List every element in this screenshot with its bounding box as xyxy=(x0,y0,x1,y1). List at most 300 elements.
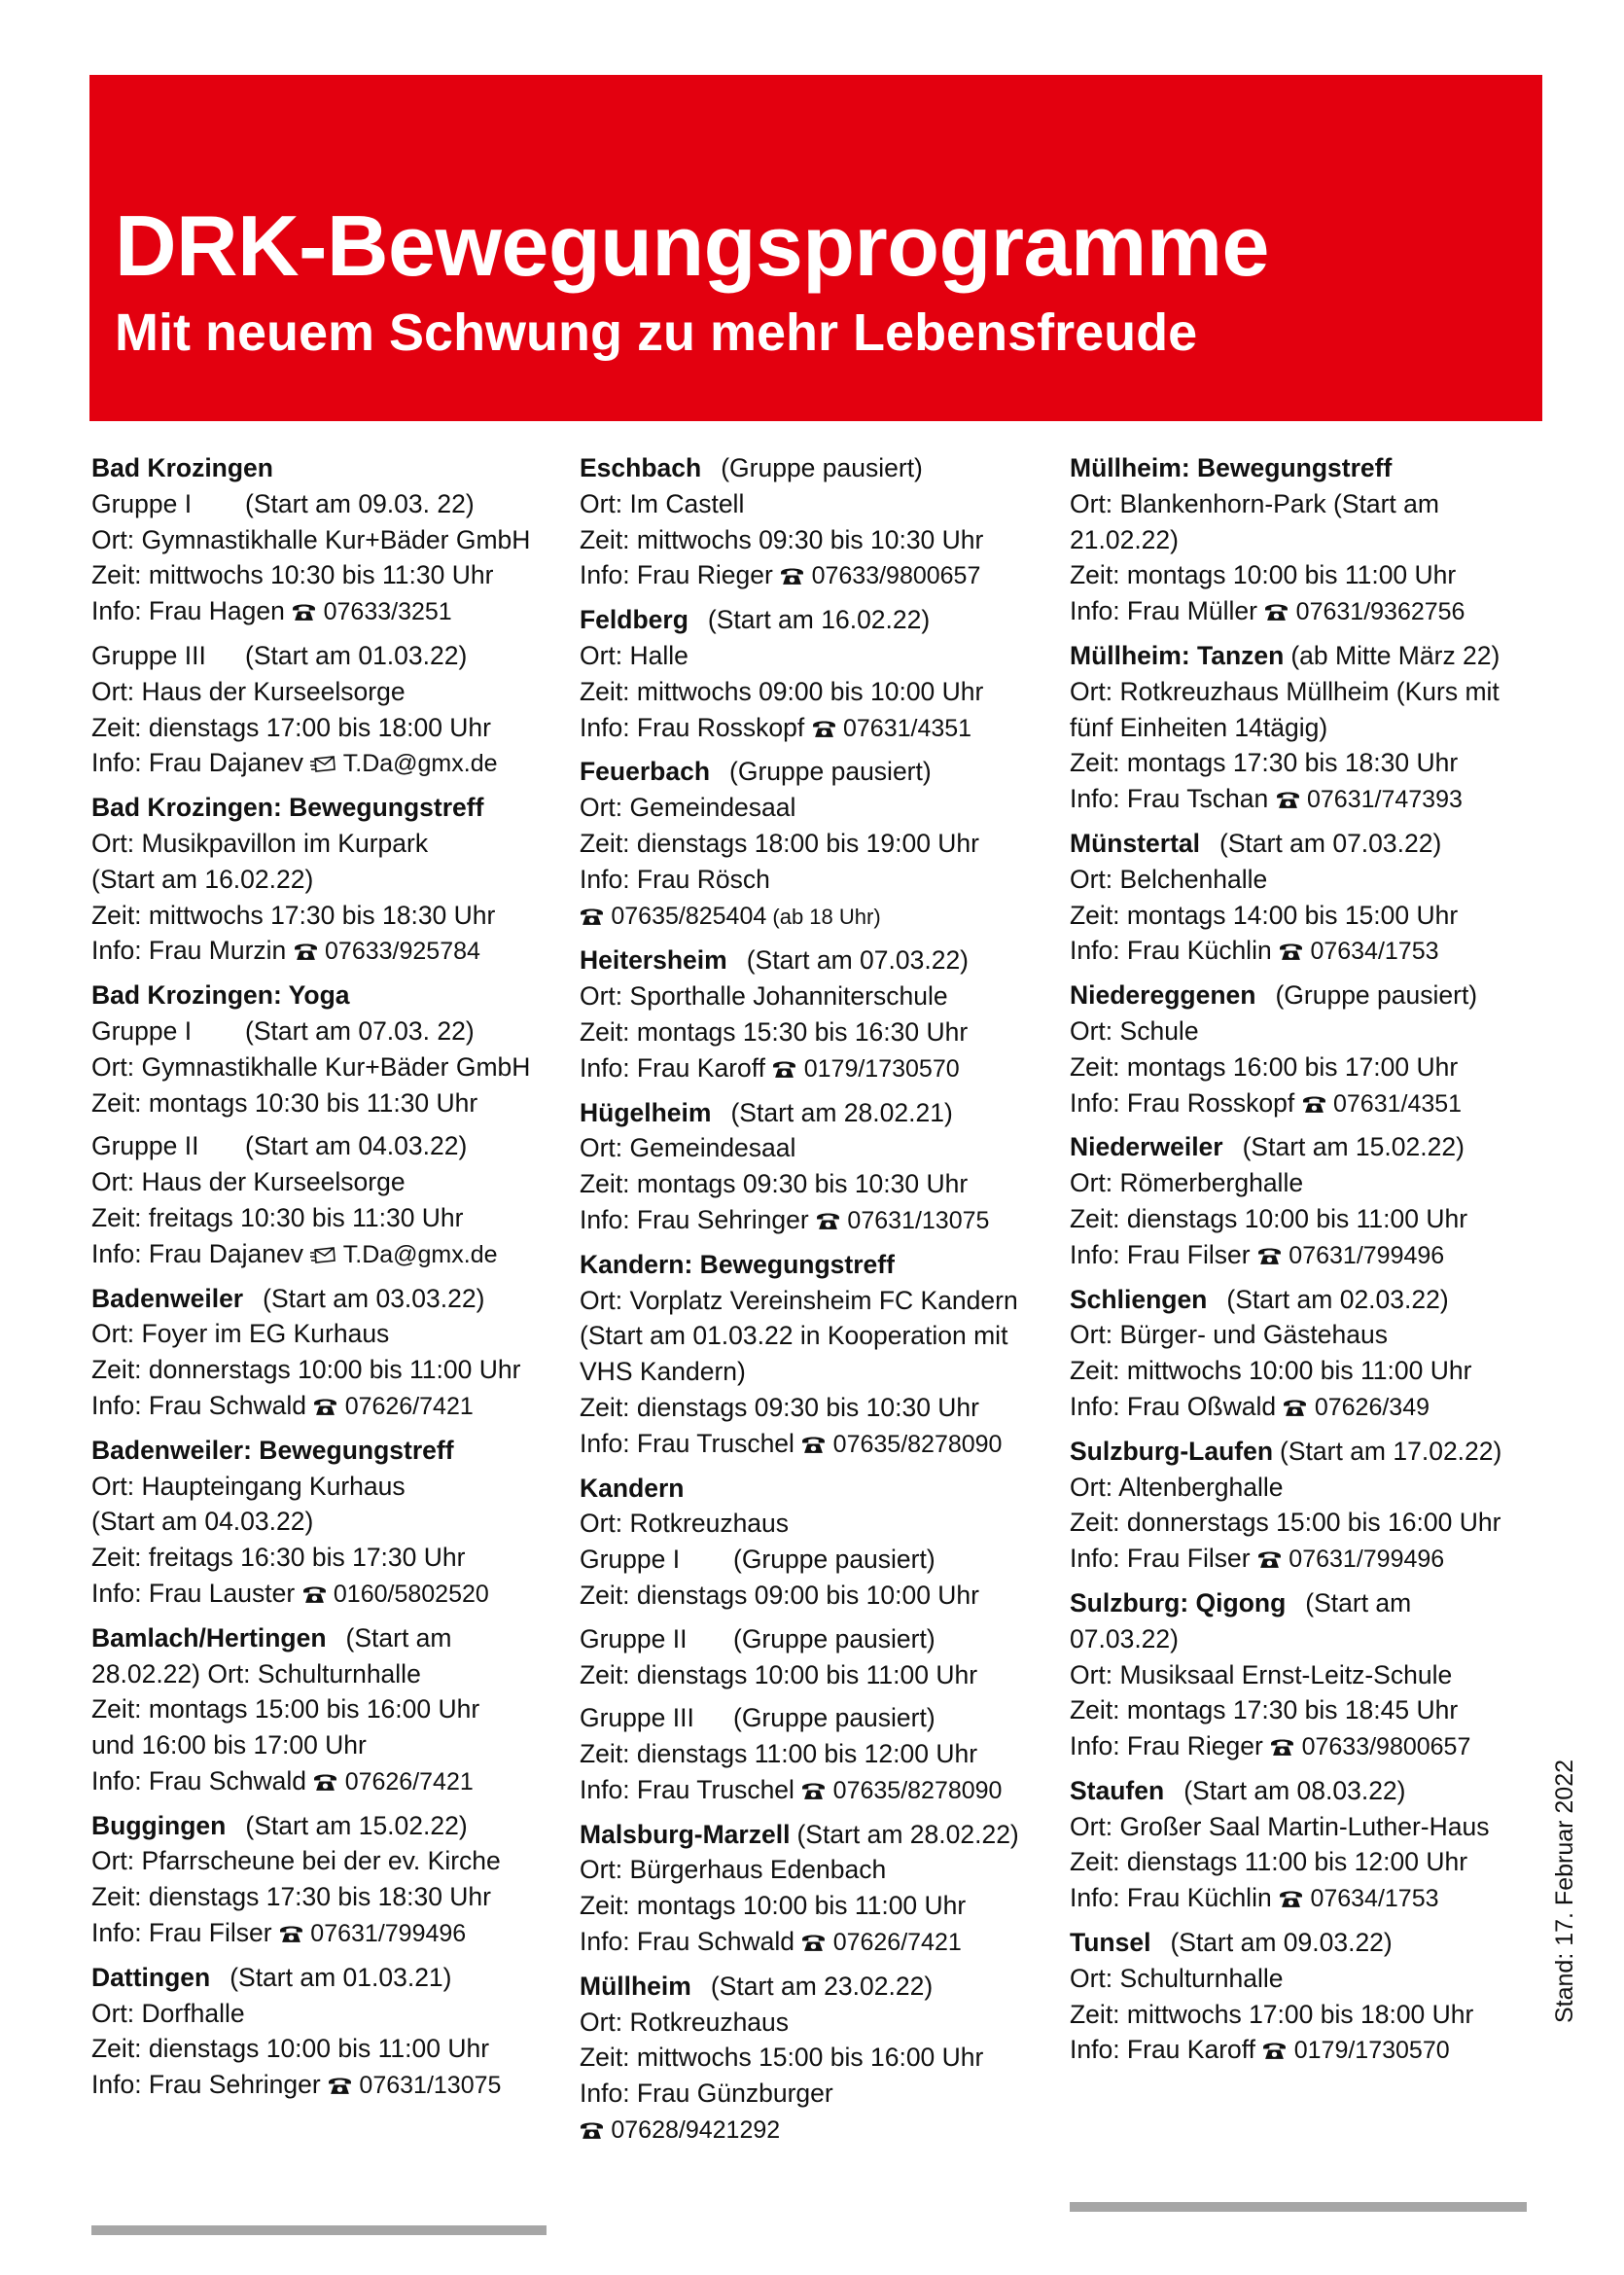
start-note: (Start am 15.02.22) xyxy=(1242,1132,1465,1162)
detail-text: Info: Frau Karoff xyxy=(1070,2035,1263,2065)
detail-line xyxy=(1070,1201,1556,1237)
divider-bar-right xyxy=(1070,2202,1527,2212)
detail-text: Zeit: montags 09:30 bis 10:30 Uhr xyxy=(580,1169,969,1199)
detail-line xyxy=(91,2031,568,2067)
phone-number: 07635/8278090 xyxy=(832,1776,1003,1804)
divider-bar-left xyxy=(91,2225,547,2235)
location-name: Kandern xyxy=(580,1473,685,1503)
program-entry xyxy=(1070,1925,1556,2069)
detail-line xyxy=(91,1691,568,1727)
detail-line xyxy=(1070,557,1556,593)
detail-text: Info: Frau Tschan xyxy=(1070,784,1276,814)
detail-text: Info: Frau Sehringer xyxy=(91,2070,329,2100)
detail-text: Zeit: donnerstags 10:00 bis 11:00 Uhr xyxy=(91,1355,521,1385)
program-entry xyxy=(580,1095,1061,1239)
phone-number: 07634/1753 xyxy=(1310,938,1439,966)
detail-line xyxy=(1070,522,1556,558)
phone-number: 07626/7421 xyxy=(344,1767,474,1795)
detail-text: (Start am 01.03.22 in Kooperation mit xyxy=(580,1321,1008,1351)
program-entry xyxy=(1070,1282,1556,1426)
group-start: (Start am 09.03. 22) xyxy=(245,488,475,518)
entry-header xyxy=(580,1095,1061,1131)
phone-number: 07631/799496 xyxy=(310,1920,467,1948)
detail-text: Zeit: montags 16:00 bis 17:00 Uhr xyxy=(1070,1051,1459,1082)
location-name: Kandern: Bewegungstreff xyxy=(580,1249,895,1279)
location-name: Buggingen xyxy=(91,1810,227,1840)
detail-line xyxy=(580,522,1061,558)
detail-text: Ort: Bürger- und Gästehaus xyxy=(1070,1320,1388,1350)
detail-line xyxy=(1070,1809,1556,1845)
detail-text: und 16:00 bis 17:00 Uhr xyxy=(91,1730,367,1760)
location-name: Staufen xyxy=(1070,1775,1165,1805)
program-entry xyxy=(91,790,568,970)
detail-text: Zeit: dienstags 09:00 bis 10:00 Uhr xyxy=(580,1580,979,1610)
phone-icon xyxy=(313,1396,337,1416)
phone-number: 07631/4351 xyxy=(1332,1089,1463,1118)
email-address: T.Da@gmx.de xyxy=(342,750,498,778)
detail-text: Ort: Haus der Kurseelsorge xyxy=(91,676,406,706)
phone-number: 0160/5802520 xyxy=(333,1580,489,1608)
detail-line xyxy=(91,1576,568,1613)
detail-line xyxy=(580,1506,1061,1542)
program-entry xyxy=(91,1620,568,1800)
detail-text: Info: Frau Lauster xyxy=(91,1578,302,1608)
detail-text: Info: Frau Rosskopf xyxy=(1070,1087,1302,1118)
detail-text: Info: Frau Murzin xyxy=(91,936,294,966)
detail-text: Info: Frau Oßwald xyxy=(1070,1391,1284,1421)
detail-line xyxy=(580,1130,1061,1166)
detail-text: Ort: Schulturnhalle xyxy=(1070,1963,1284,1993)
location-name: Bad Krozingen: Bewegungstreff xyxy=(91,793,484,823)
phone-icon xyxy=(1262,2040,1287,2060)
phone-icon xyxy=(1257,1548,1282,1569)
program-entry xyxy=(580,1247,1061,1463)
group-label: Gruppe III xyxy=(580,1703,694,1733)
entry-header xyxy=(1070,826,1556,862)
detail-text: Ort: Gemeindesaal xyxy=(580,1133,796,1163)
detail-text: Ort: Blankenhorn-Park (Start am xyxy=(1070,488,1439,518)
detail-text: Zeit: dienstags 17:00 bis 18:00 Uhr xyxy=(91,712,491,742)
detail-text: Ort: Haupteingang Kurhaus xyxy=(91,1471,406,1501)
location-name: Sulzburg-Laufen xyxy=(1070,1436,1274,1466)
program-entry xyxy=(91,1808,568,1952)
phone-icon xyxy=(292,601,316,622)
phone-note: (ab 18 Uhr) xyxy=(766,904,881,929)
start-note: (Start am 01.03.21) xyxy=(229,1962,452,1992)
program-entry xyxy=(1070,638,1556,818)
group-label: Gruppe I xyxy=(91,1015,193,1046)
page-subtitle: Mit neuem Schwung zu mehr Lebensfreude xyxy=(115,303,1198,362)
entry-header xyxy=(580,450,1061,486)
page-title: DRK-Bewegungsprogramme xyxy=(115,197,1269,294)
phone-icon xyxy=(580,906,604,926)
detail-text: Zeit: freitags 16:30 bis 17:30 Uhr xyxy=(91,1543,466,1573)
detail-text: Info: Frau Sehringer xyxy=(580,1204,817,1234)
phone-icon xyxy=(279,1923,303,1943)
detail-line xyxy=(1070,1657,1556,1693)
detail-line xyxy=(580,978,1061,1014)
detail-text: Ort: Haus der Kurseelsorge xyxy=(91,1167,406,1197)
detail-text: Info: Frau Karoff xyxy=(580,1052,773,1083)
detail-text: Info: Frau Dajanev xyxy=(91,1238,311,1268)
phone-number: 07634/1753 xyxy=(1310,1885,1439,1913)
phone-icon xyxy=(294,941,318,961)
detail-text: Info: Frau Filser xyxy=(1070,1544,1257,1574)
phone-icon xyxy=(1279,941,1303,961)
start-note: (Start am 28.02.21) xyxy=(730,1097,953,1127)
phone-icon xyxy=(801,1434,826,1454)
detail-text: Ort: Gymnastikhalle Kur+Bäder GmbH xyxy=(91,1051,531,1082)
entry-header xyxy=(580,942,1061,978)
detail-line xyxy=(1070,1728,1556,1765)
location-name: Niedereggenen xyxy=(1070,980,1256,1011)
phone-number: 07633/9800657 xyxy=(1301,1733,1471,1761)
detail-text: Zeit: montags 10:00 bis 11:00 Uhr xyxy=(1070,560,1457,590)
email-address: T.Da@gmx.de xyxy=(342,1240,498,1268)
detail-text: Ort: Rotkreuzhaus xyxy=(580,1509,790,1539)
detail-line xyxy=(580,638,1061,674)
group-line xyxy=(91,1128,568,1164)
program-entry xyxy=(91,1433,568,1613)
location-name: Malsburg-Marzell xyxy=(580,1819,791,1849)
phone-number: 07626/7421 xyxy=(832,1929,962,1957)
detail-line xyxy=(580,557,1061,594)
entry-header xyxy=(1070,1282,1556,1318)
program-entry xyxy=(580,1817,1061,1961)
detail-text: Ort: Im Castell xyxy=(580,488,745,518)
detail-line xyxy=(1070,1880,1556,1917)
program-entry xyxy=(580,602,1061,746)
program-entry xyxy=(1070,1434,1556,1578)
detail-text: (Start am 16.02.22) xyxy=(91,864,314,894)
entry-header xyxy=(91,790,568,826)
start-note: (Start am 02.03.22) xyxy=(1226,1284,1449,1314)
detail-line xyxy=(580,1924,1061,1961)
detail-text: Info: Frau Rosskopf xyxy=(580,712,812,742)
detail-text: Ort: Großer Saal Martin-Luther-Haus xyxy=(1070,1811,1490,1841)
phone-number: 07628/9421292 xyxy=(611,2116,781,2145)
entry-header xyxy=(91,1808,568,1844)
detail-text: Ort: Musikpavillon im Kurpark xyxy=(91,828,429,858)
detail-line xyxy=(91,1879,568,1915)
detail-line xyxy=(91,1236,568,1273)
entry-header xyxy=(580,1817,1061,1853)
location-name: Bad Krozingen: Yoga xyxy=(91,980,350,1011)
phone-number: 07633/3251 xyxy=(323,598,452,626)
detail-line xyxy=(91,1388,568,1425)
detail-text: Zeit: freitags 10:30 bis 11:30 Uhr xyxy=(91,1202,464,1232)
column-1 xyxy=(91,450,568,2112)
phone-icon xyxy=(801,1780,826,1800)
detail-line xyxy=(91,1915,568,1952)
detail-line xyxy=(580,1736,1061,1772)
detail-line xyxy=(1070,898,1556,934)
phone-number: 07631/13075 xyxy=(847,1206,990,1234)
detail-line xyxy=(580,1852,1061,1888)
detail-line xyxy=(580,826,1061,862)
entry-header xyxy=(580,1247,1061,1283)
detail-text: Info: Frau Truschel xyxy=(580,1774,802,1804)
phone-icon xyxy=(313,1771,337,1792)
detail-line xyxy=(91,2067,568,2104)
phone-icon xyxy=(801,1932,826,1952)
detail-line xyxy=(1070,1505,1556,1541)
detail-text: Ort: Belchenhalle xyxy=(1070,864,1268,894)
start-note: (Gruppe pausiert) xyxy=(729,757,932,787)
detail-line xyxy=(580,1050,1061,1087)
detail-text: Ort: Foyer im EG Kurhaus xyxy=(91,1319,390,1349)
detail-text: Zeit: montags 15:00 bis 16:00 Uhr xyxy=(91,1694,480,1724)
program-entry xyxy=(580,1969,1061,2149)
entry-header xyxy=(1070,638,1556,674)
detail-line xyxy=(91,710,568,746)
detail-text: Ort: Römerberghalle xyxy=(1070,1168,1304,1198)
email-icon xyxy=(310,754,335,773)
entry-header xyxy=(580,754,1061,790)
start-note: (Start am 17.02.22) xyxy=(1280,1436,1502,1466)
entry-header xyxy=(1070,1129,1556,1165)
detail-text: Zeit: mittwochs 17:30 bis 18:30 Uhr xyxy=(91,900,496,930)
detail-line xyxy=(1070,674,1556,710)
detail-text: Ort: Sporthalle Johanniterschule xyxy=(580,981,948,1012)
group-start: (Gruppe pausiert) xyxy=(733,1703,936,1733)
detail-line xyxy=(91,1504,568,1540)
detail-text: Ort: Altenberghalle xyxy=(1070,1472,1284,1502)
location-name: Feldberg xyxy=(580,605,688,635)
detail-line xyxy=(91,522,568,558)
group-label: Gruppe II xyxy=(91,1131,199,1161)
detail-line xyxy=(1070,1317,1556,1353)
location-name: Feuerbach xyxy=(580,757,711,787)
detail-text: Ort: Rotkreuzhaus Müllheim (Kurs mit xyxy=(1070,676,1500,706)
phone-number: 07631/4351 xyxy=(842,714,972,742)
entry-header xyxy=(91,450,568,486)
program-entry xyxy=(1070,1773,1556,1917)
detail-text: Zeit: mittwochs 10:30 bis 11:30 Uhr xyxy=(91,560,494,590)
detail-line xyxy=(580,1772,1061,1809)
program-entry xyxy=(1070,1129,1556,1273)
start-note: (Start am 16.02.22) xyxy=(707,605,931,635)
program-entry xyxy=(580,450,1061,594)
detail-text: Zeit: montags 14:00 bis 15:00 Uhr xyxy=(1070,900,1459,930)
detail-line xyxy=(91,1085,568,1121)
phone-icon xyxy=(1264,601,1289,622)
detail-line xyxy=(1070,1165,1556,1201)
detail-line xyxy=(1070,593,1556,630)
detail-line xyxy=(1070,862,1556,898)
phone-icon xyxy=(812,718,836,738)
detail-line xyxy=(580,2005,1061,2041)
detail-line xyxy=(91,1656,568,1692)
detail-text: Zeit: montags 15:30 bis 16:30 Uhr xyxy=(580,1016,969,1047)
detail-text: VHS Kandern) xyxy=(580,1357,746,1387)
detail-line xyxy=(1070,781,1556,818)
detail-text: Info: Frau Schwald xyxy=(91,1765,314,1795)
detail-line xyxy=(91,1469,568,1505)
detail-line xyxy=(91,1996,568,2032)
phone-number: 07635/825404 xyxy=(611,902,767,930)
detail-line xyxy=(91,1049,568,1085)
detail-line xyxy=(1070,710,1556,746)
detail-line xyxy=(91,1540,568,1576)
phone-icon xyxy=(1257,1245,1282,1265)
phone-number: 07631/799496 xyxy=(1289,1241,1445,1269)
group-label: Gruppe II xyxy=(580,1623,688,1653)
detail-line xyxy=(580,1354,1061,1390)
detail-line xyxy=(91,898,568,934)
phone-icon xyxy=(1283,1397,1307,1417)
start-note: (Gruppe pausiert) xyxy=(721,453,923,482)
detail-line xyxy=(1070,1844,1556,1880)
group-start: (Gruppe pausiert) xyxy=(733,1623,936,1653)
entry-header xyxy=(91,1620,568,1656)
start-note: (Start am 23.02.22) xyxy=(710,1971,934,2001)
detail-text: Ort: Rotkreuzhaus xyxy=(580,2007,790,2037)
detail-line xyxy=(91,1164,568,1200)
group-line xyxy=(580,1700,1061,1736)
phone-number: 07626/7421 xyxy=(344,1392,474,1420)
detail-line xyxy=(580,1657,1061,1693)
detail-line xyxy=(1070,2032,1556,2069)
phone-number: 07631/799496 xyxy=(1289,1546,1445,1574)
location-name: Bad Krozingen xyxy=(91,453,273,482)
detail-line xyxy=(91,557,568,593)
detail-text: 07.03.22) xyxy=(1070,1623,1179,1653)
start-note: (Start am xyxy=(1305,1587,1412,1617)
location-name: Münstertal xyxy=(1070,828,1200,858)
program-entry xyxy=(1070,1585,1556,1765)
phone-icon xyxy=(1276,789,1300,809)
detail-text: Zeit: montags 10:00 bis 11:00 Uhr xyxy=(580,1891,967,1921)
detail-text: Info: Frau Rieger xyxy=(1070,1731,1271,1761)
program-entry xyxy=(1070,450,1556,630)
location-name: Niederweiler xyxy=(1070,1132,1223,1162)
detail-text: Info: Frau Dajanev xyxy=(91,748,311,778)
program-entry xyxy=(1070,826,1556,970)
phone-number: 07635/8278090 xyxy=(832,1430,1003,1458)
phone-icon xyxy=(780,565,804,586)
phone-icon xyxy=(328,2075,352,2095)
program-entry xyxy=(1070,978,1556,1121)
detail-line xyxy=(91,1763,568,1800)
detail-text: Ort: Dorfhalle xyxy=(91,1998,245,2028)
entry-header xyxy=(91,1433,568,1469)
start-note: (Start am 09.03.22) xyxy=(1170,1928,1393,1958)
start-note: (Start am 08.03.22) xyxy=(1183,1775,1406,1805)
detail-line xyxy=(1070,1013,1556,1049)
location-name: Müllheim xyxy=(580,1971,691,2001)
location-name: Heitersheim xyxy=(580,945,727,976)
phone-icon xyxy=(302,1583,327,1604)
group-line xyxy=(91,486,568,522)
detail-line xyxy=(91,593,568,630)
entry-header xyxy=(580,1969,1061,2005)
group-line xyxy=(580,1542,1061,1578)
entry-header xyxy=(1070,1434,1556,1470)
phone-number: 07633/9800657 xyxy=(811,562,981,590)
detail-text: Zeit: dienstags 11:00 bis 12:00 Uhr xyxy=(1070,1847,1468,1877)
detail-line xyxy=(580,790,1061,826)
detail-line xyxy=(91,1352,568,1388)
location-name: Dattingen xyxy=(91,1962,211,1992)
detail-text: Zeit: mittwochs 10:00 bis 11:00 Uhr xyxy=(1070,1356,1472,1386)
phone-icon xyxy=(772,1058,796,1079)
phone-number: 07631/13075 xyxy=(359,2072,502,2100)
location-name: Badenweiler xyxy=(91,1283,244,1313)
detail-line xyxy=(580,1318,1061,1354)
detail-text: Info: Frau Müller xyxy=(1070,596,1265,626)
detail-text: Info: Frau Küchlin xyxy=(1070,936,1280,966)
detail-line xyxy=(1070,1237,1556,1274)
detail-text: Ort: Vorplatz Vereinsheim FC Kandern xyxy=(580,1285,1018,1315)
group-label: Gruppe III xyxy=(91,640,206,670)
entry-header xyxy=(91,1960,568,1996)
detail-line xyxy=(91,1843,568,1879)
start-note: (Start am 07.03.22) xyxy=(1219,828,1442,858)
location-name: Badenweiler: Bewegungstreff xyxy=(91,1435,454,1465)
detail-line xyxy=(580,2076,1061,2112)
email-icon xyxy=(310,1245,335,1264)
detail-text: Info: Frau Truschel xyxy=(580,1428,802,1458)
phone-icon xyxy=(580,2119,604,2140)
detail-line xyxy=(580,1426,1061,1463)
phone-icon xyxy=(1270,1736,1294,1757)
phone-number: 0179/1730570 xyxy=(803,1054,960,1083)
detail-text: Zeit: dienstags 09:30 bis 10:30 Uhr xyxy=(580,1392,979,1422)
entry-header xyxy=(91,1281,568,1317)
detail-line xyxy=(1070,1692,1556,1728)
column-2 xyxy=(580,450,1061,2156)
detail-text: Info: Frau Rieger xyxy=(580,560,781,590)
entry-header xyxy=(580,1471,1061,1507)
detail-text: Ort: Gemeindesaal xyxy=(580,793,796,823)
group-start: (Start am 07.03. 22) xyxy=(245,1015,475,1046)
entry-header xyxy=(1070,1585,1556,1621)
phone-number: 07631/747393 xyxy=(1307,786,1463,814)
location-name: Müllheim: Tanzen xyxy=(1070,640,1285,670)
detail-line xyxy=(1070,1997,1556,2033)
phone-number: 07626/349 xyxy=(1314,1393,1430,1421)
phone-icon xyxy=(1279,1888,1303,1908)
detail-text: Zeit: dienstags 10:00 bis 11:00 Uhr xyxy=(580,1659,978,1689)
detail-line xyxy=(580,1888,1061,1924)
detail-text: Info: Frau Schwald xyxy=(580,1927,802,1957)
detail-text: Info: Frau Rösch xyxy=(580,864,770,894)
detail-line xyxy=(1070,745,1556,781)
detail-line xyxy=(1070,486,1556,522)
detail-line xyxy=(580,898,1061,936)
detail-line xyxy=(580,674,1061,710)
group-start: (Gruppe pausiert) xyxy=(733,1545,936,1575)
group-line xyxy=(91,638,568,674)
detail-line xyxy=(580,1578,1061,1614)
detail-text: fünf Einheiten 14tägig) xyxy=(1070,712,1328,742)
detail-text: Zeit: mittwochs 09:00 bis 10:00 Uhr xyxy=(580,676,984,706)
detail-line xyxy=(580,862,1061,898)
detail-line xyxy=(91,1316,568,1352)
phone-icon xyxy=(1302,1093,1326,1114)
detail-line xyxy=(91,862,568,898)
detail-text: Info: Frau Günzburger xyxy=(580,2079,833,2109)
detail-text: Zeit: dienstags 10:00 bis 11:00 Uhr xyxy=(91,2034,490,2064)
location-name: Sulzburg: Qigong xyxy=(1070,1587,1287,1617)
phone-icon xyxy=(816,1210,840,1230)
detail-text: Info: Frau Hagen xyxy=(91,596,293,626)
detail-text: Zeit: mittwochs 15:00 bis 16:00 Uhr xyxy=(580,2043,984,2073)
detail-text: Zeit: montags 17:30 bis 18:45 Uhr xyxy=(1070,1695,1459,1725)
detail-text: 28.02.22) Ort: Schulturnhalle xyxy=(91,1658,421,1688)
location-name: Eschbach xyxy=(580,453,702,482)
